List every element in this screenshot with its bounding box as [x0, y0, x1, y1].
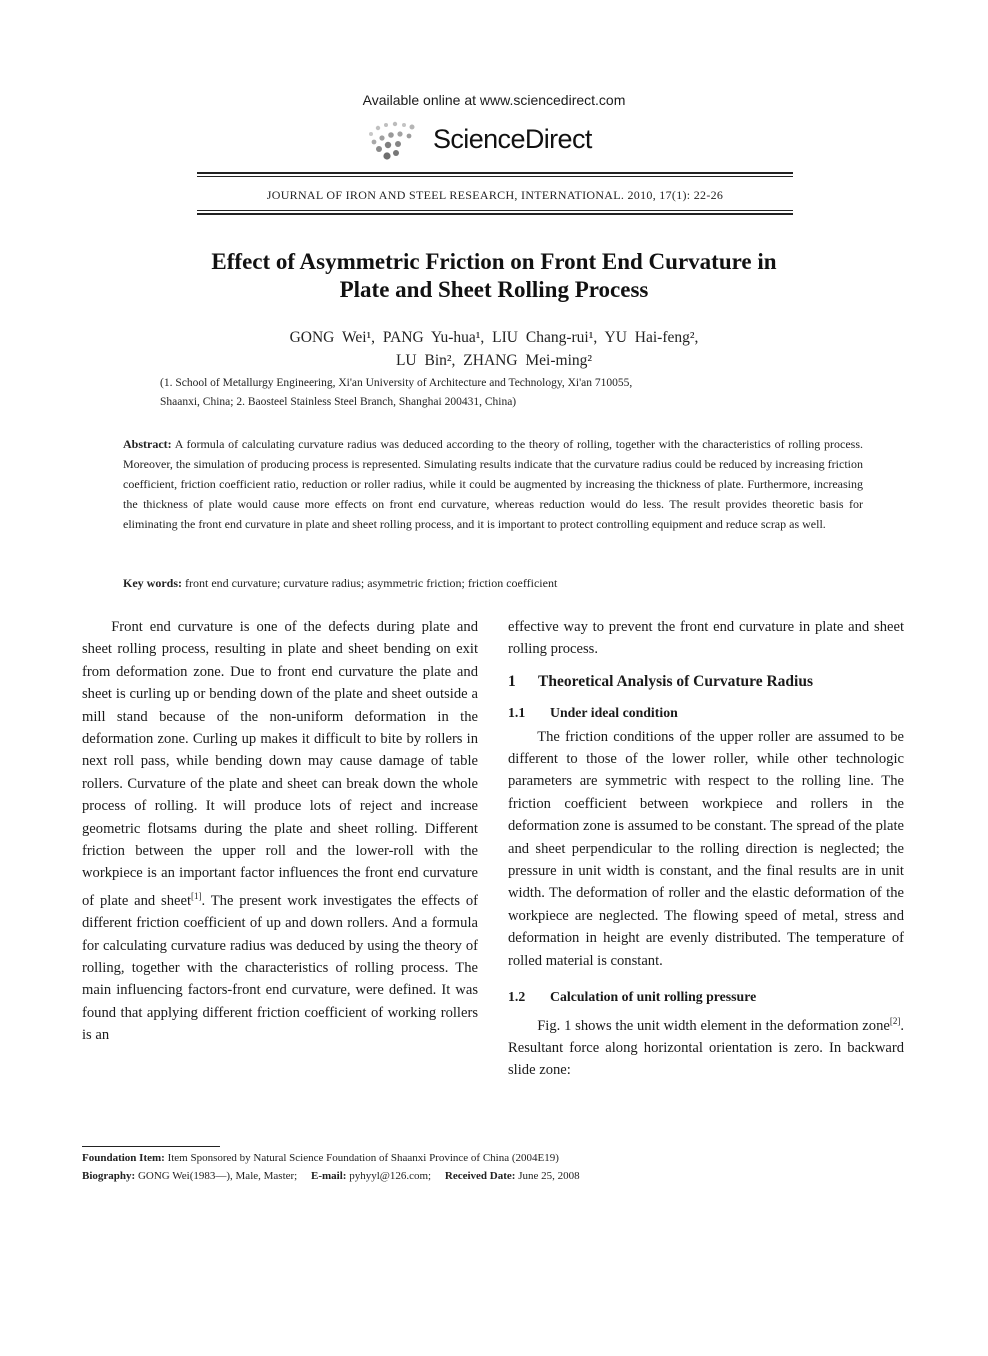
header-rule-top — [197, 172, 793, 174]
intro-text-cont: . The present work investigates the effects of different friction coefficient of up and down rollers. And a formula for calculating curvature radius was deduced by using the theory of rolling, together with the characteristics of rolling process. The main influencing factors-front end curvature, were defined. It was found that applying different friction coefficient of working rollers is an — [82, 892, 478, 1044]
foundation-text: Item Sponsored by Natural Science Foundation of Shaanxi Province of China (2004E19) — [167, 1152, 559, 1164]
subsection-heading — [508, 702, 904, 724]
subsection-body: The friction conditions of the upper roller are assumed to be different to those of the lower roller, while other technologic parameters are symmetric with respect to the rolling line. The friction coefficient between workpiece and rollers in the deformation zone is assumed to be constant. The spread of the plate and sheet perpendicular to the rolling direction is neglected; the pressure in unit width is constant, and the final results are in unit width. The deformation of roller and the elastic deformation of the workpiece are neglected. The flowing speed of metal, stress and deformation in height are evenly distributed. The temperature of rolled material is constant. — [508, 728, 904, 969]
title-line-2: Plate and Sheet Rolling Process — [339, 277, 649, 302]
intro-paragraph — [82, 616, 478, 1047]
affiliation-line-2: Shaanxi, China; 2. Baosteel Stainless Steel Branch, Shanghai 200431, China) — [160, 396, 517, 408]
footnote-rule — [82, 1146, 220, 1147]
sciencedirect-dots-icon — [365, 118, 429, 164]
subsection-title: Under ideal condition — [550, 705, 678, 721]
subsection-body — [508, 1010, 904, 1082]
keywords-text: front end curvature; curvature radius; asymmetric friction; friction coefficient — [185, 576, 558, 590]
citation-ref: [2] — [889, 1015, 901, 1026]
subsection-text-cont: . Resultant force along horizontal orientation is zero. In backward slide zone: — [508, 1017, 904, 1079]
sciencedirect-logo — [365, 118, 625, 164]
intro-continuation: effective way to prevent the front end curvature in plate and sheet rolling process. — [508, 619, 904, 658]
subsection-title: Calculation of unit rolling pressure — [550, 989, 757, 1005]
authors-line-2: LU Bin², ZHANG Mei-ming² — [395, 352, 593, 369]
authors-line-1: GONG Wei¹, PANG Yu-hua¹, LIU Chang-rui¹, YU Hai-feng², — [289, 329, 699, 346]
logo-text: ScienceDirect — [433, 124, 592, 154]
citation-ref: [1] — [191, 890, 202, 901]
right-column — [508, 616, 904, 1082]
affiliation-line-1: (1. School of Metallurgy Engineering, Xi'an University of Architecture and Technology, Xi'an 710055, — [160, 377, 633, 389]
foundation-label: Foundation Item: — [82, 1152, 165, 1164]
keywords — [123, 576, 863, 591]
biography-label: Biography: — [82, 1170, 136, 1182]
footnote-biography — [82, 1170, 912, 1182]
subsection-text: Fig. 1 shows the unit width element in the deformation zone — [537, 1017, 890, 1034]
footnote-foundation — [82, 1152, 912, 1164]
section-heading — [508, 671, 904, 693]
intro-text: Front end curvature is one of the defects during plate and sheet rolling process, resulting in plate and sheet bending on exit from deformation zone. Due to front end curvature the plate and sheet is curling up or bending down of the plate and sheet outside a mill stand because of the non-uniform deformation in the deformation zone. Curling up makes it difficult to bite by rollers in next roll pass, while bending down may cause damage of table rollers. Curvature of the plate and sheet can break down the whole process of rolling. It will produce lots of reject and increase geometric flotsams during the plate and sheet rolling. Different friction between the upper roll and the lower-roll with the workpiece is an important factor influences the front end curvature of plate and sheet — [82, 619, 478, 909]
header-rule-bottom — [197, 213, 793, 215]
author-list — [160, 326, 828, 372]
section-number: 1 — [508, 672, 516, 690]
journal-line: JOURNAL OF IRON AND STEEL RESEARCH, INTERNATIONAL. 2010, 17(1): 22-26 — [266, 188, 724, 202]
received-date-label: Received Date: — [444, 1170, 516, 1182]
section-title: Theoretical Analysis of Curvature Radius — [538, 672, 813, 690]
subsection-number: 1.2 — [508, 989, 526, 1005]
subsection-number: 1.1 — [508, 705, 526, 721]
keywords-label: Key words: — [123, 576, 182, 590]
abstract-label: Abstract: — [123, 437, 172, 451]
received-date-text: June 25, 2008 — [518, 1170, 580, 1182]
email-label: E-mail: — [310, 1170, 347, 1182]
paper-title — [100, 248, 888, 304]
header-rule-top-thin — [197, 176, 793, 177]
header-rule-bottom-thin — [197, 210, 793, 211]
subsection-heading — [508, 986, 904, 1008]
abstract-text: A formula of calculating curvature radius was deduced according to the theory of rolling, together with the characteristics of rolling process. Moreover, the simulation of producing process is represented. Simulating results indicate that the curvature radius could be reduced by increasing friction coefficient, friction coefficient ratio, reduction or roller radius, while it could be augmented by increasing the thickness of plate. Furthermore, increasing the thickness of plate would cause more effects on front end curvature, whereas reduction would do less. The result provides theoretic basis for eliminating the front end curvature in plate and sheet rolling process, and it is important to protect controlling equipment and reduce scrap as well. — [123, 437, 863, 532]
email-text: pyhyyl@126.com; — [349, 1170, 432, 1182]
available-online-text: Available online at www.sciencedirect.com — [362, 92, 626, 108]
left-column — [82, 616, 478, 1047]
abstract — [123, 434, 863, 534]
biography-text: GONG Wei(1983—), Male, Master; — [137, 1170, 298, 1182]
title-line-1: Effect of Asymmetric Friction on Front End Curvature in — [211, 249, 777, 274]
affiliations — [160, 374, 828, 412]
